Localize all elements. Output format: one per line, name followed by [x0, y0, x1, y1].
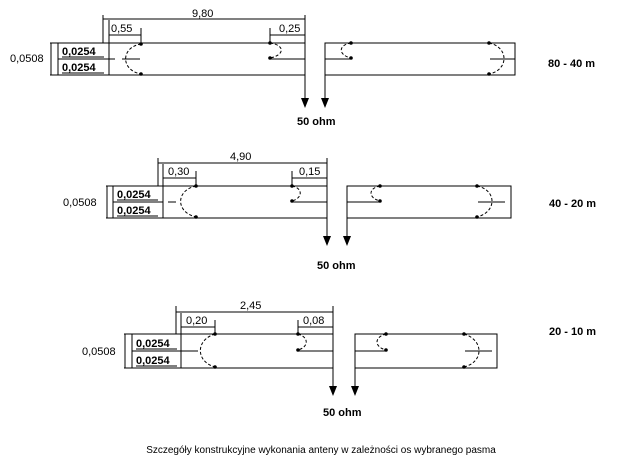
- section-80-40m: [10, 8, 595, 128]
- total-length-label: 4,90: [230, 151, 252, 163]
- section-20-10m: [82, 300, 596, 419]
- left-outer-fold: [200, 334, 215, 367]
- left-inner-fold: [292, 186, 300, 201]
- total-width-label: 0,0508: [10, 53, 44, 65]
- inner-offset-label: 0,15: [299, 166, 321, 178]
- caption: Szczegóły konstrukcyjne wykonania anteny w zależności os wybranego pasma: [146, 445, 496, 456]
- section-40-20m: [63, 151, 596, 272]
- left-inner-fold: [270, 43, 281, 58]
- right-inner-fold: [371, 186, 380, 201]
- impedance-label: 50 ohm: [297, 116, 336, 128]
- band-label: 40 - 20 m: [549, 198, 597, 210]
- right-inner-fold: [341, 43, 351, 58]
- total-width-label: 0,0508: [82, 346, 116, 358]
- impedance-label: 50 ohm: [317, 260, 356, 272]
- gap-bottom-label: 0,0254: [117, 205, 151, 217]
- band-label: 20 - 10 m: [549, 326, 597, 338]
- total-length-label: 2,45: [240, 300, 262, 312]
- left-outer-fold: [181, 186, 196, 217]
- total-width-label: 0,0508: [63, 197, 97, 209]
- end-offset-label: 0,30: [168, 166, 190, 178]
- gap-top-label: 0,0254: [62, 46, 96, 58]
- gap-bottom-label: 0,0254: [62, 62, 96, 74]
- inner-offset-label: 0,08: [303, 315, 325, 327]
- gap-top-label: 0,0254: [136, 338, 170, 350]
- gap-top-label: 0,0254: [117, 189, 151, 201]
- left-inner-fold: [298, 334, 306, 350]
- impedance-label: 50 ohm: [323, 407, 362, 419]
- band-label: 80 - 40 m: [548, 58, 596, 70]
- total-length-label: 9,80: [192, 8, 214, 20]
- right-dipole-element: [325, 43, 515, 75]
- gap-bottom-label: 0,0254: [136, 355, 170, 367]
- end-offset-label: 0,20: [186, 315, 208, 327]
- inner-offset-label: 0,25: [279, 23, 301, 35]
- end-offset-label: 0,55: [111, 23, 133, 35]
- right-inner-fold: [377, 334, 386, 350]
